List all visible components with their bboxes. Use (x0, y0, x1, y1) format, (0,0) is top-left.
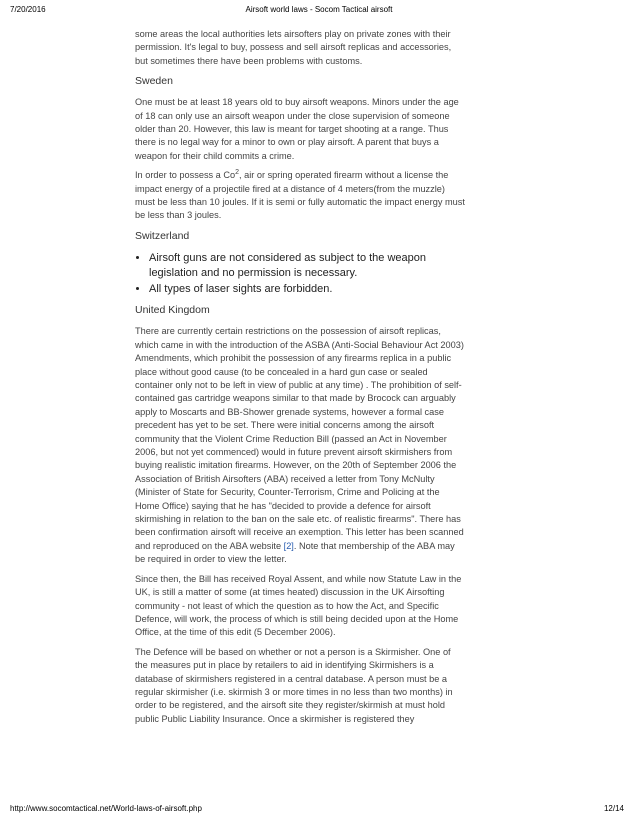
uk-p1-end: . Note that membership of the ABA may be required in order to view the letter. (135, 540, 455, 565)
intro-paragraph: some areas the local authorities lets airsofters play on private zones with their permission. It's legal to buy, possess and sell airsoft replicas and accessories, but sometimes there have been problems with customs. (135, 29, 452, 66)
section-heading-switzerland: Switzerland (135, 229, 190, 242)
sweden-p2-start: In order to possess a Co (135, 170, 236, 181)
section-heading-united-kingdom: United Kingdom (135, 304, 210, 317)
uk-p1-start: There are currently certain restrictions on the possession of airsoft replicas, which came in with the introduction of the ASBA (Anti-Social Behaviour Act 2003) Amendments, which prohibit the possession of any firearms replica in a public place without good cause (to be concealed in a hard gun case or sealed container only not to be left in view of public at any time) . The prohibition of self-contained gas cartridge weapons similar to that made by Brocock can arguably apply to Moscarts and BB-Shower grenade systems, however a formal case precedent has yet to be set. There were initial concerns among the airsoft community that the Violent Crime Reduction Bill (passed an Act in November 2006, but not yet commenced) would in future prevent airsoft skirmishers from buying realistic imitation firearms. However, on the 20th of September 2006 the Association of British Airsofters (ABA) received a letter from Tony McNulty (Minister of State for Security, Counter-Terrorism, Crime and Policing at the Home Office) saying that he has "decided to provide a defence for airsoft skirmishing in relation to the ban on the sale etc. of realistic firearms". There has been confirmation airsoft will receive an exemption. This letter has been scanned and reproduced on the ABA website (135, 326, 464, 551)
article-body (135, 28, 465, 732)
source-url: http://www.socomtactical.net/World-laws-of-airsoft.php (10, 804, 202, 813)
document-title: Airsoft world laws - Socom Tactical airsoft (245, 5, 393, 14)
uk-paragraph-1 (135, 325, 465, 566)
uk-paragraph-3: The Defence will be based on whether or not a person is a Skirmisher. One of the measures put in place by retailers to aid in identifying Skirmishers is a database of skirmishers registered in a central database. A person must be a regular skirmisher (i.e. skirmish 3 or more times in no less than two months) in order to be registered, and the airsoft site they register/skirmish at must hold public Public Liability Insurance. Once a skirmisher is registered they (135, 646, 453, 724)
reference-link-2[interactable]: [2] (283, 540, 294, 551)
page-number: 12/14 (603, 804, 624, 813)
sweden-paragraph-2 (135, 169, 465, 223)
list-item: • Airsoft guns are not considered as subject to the weapon legislation and no permission is necessary. (149, 251, 465, 282)
list-item: • All types of laser sights are forbidden. (149, 282, 465, 298)
sweden-p2-end: , air or spring operated firearm without a license the impact energy of a projectile fired at a distance of 4 meters(from the muzzle) must be less than 10 joules. If it is semi or fully automatic the impact energy must be less than 3 joules. (135, 170, 465, 221)
uk-paragraph-2: Since then, the Bill has received Royal Assent, and while now Statute Law in the UK, is still a matter of some (at times heated) discussion in the UK Airsofting community - not least of which the question as to how the Act, and Specific Defence, will work, the process of which is still being decided upon at the Home Office, at the time of this edit (5 December 2006). (135, 573, 462, 638)
section-heading-sweden: Sweden (135, 75, 173, 88)
page-header (0, 5, 638, 17)
print-date: 7/20/2016 (10, 5, 46, 14)
sweden-paragraph-1: One must be at least 18 years old to buy airsoft weapons. Minors under the age of 18 can only use an airsoft weapon under the close supervision of someone older than 20. However, this law is meant for target shooting at a range. Thus there is no legal way for a minor to own or play airsoft. A parent that buys a weapon for their child commits a crime. (135, 97, 459, 161)
switzerland-list (135, 251, 465, 298)
co2-superscript: 2 (235, 169, 239, 177)
